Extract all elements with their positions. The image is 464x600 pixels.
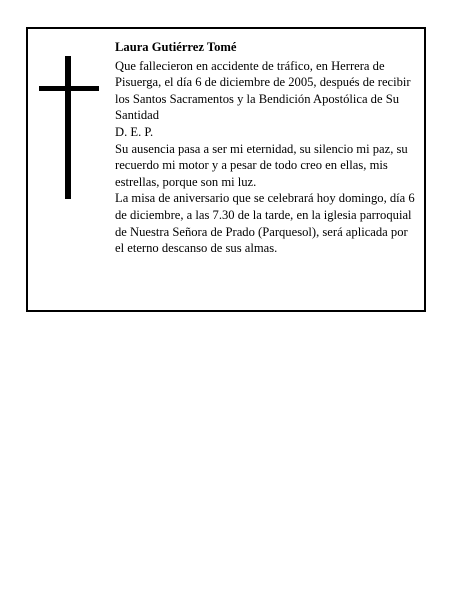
cross-icon (39, 56, 99, 199)
rest-in-peace: D. E. P. (115, 124, 154, 139)
cross-horizontal-bar (39, 86, 99, 91)
cross-vertical-bar (65, 56, 71, 199)
mass-announcement: La misa de aniversario que se celebrará hoy domingo, día 6 de diciembre, a las 7.30 de la tarde, en la iglesia parroquial de Nuestra Señora de Prado (Parquesol), será aplicada por el eterno descanso de sus almas. (115, 191, 415, 256)
notice-text (115, 39, 415, 257)
memorial-quote: Su ausencia pasa a ser mi eternidad, su silencio mi paz, su recuerdo mi motor y a pesar de todo creo en ellas, mis estrellas, porque son mi luz. (115, 141, 408, 189)
deceased-name: Laura Gutiérrez Tomé (115, 40, 237, 54)
death-details: Que fallecieron en accidente de tráfico, en Herrera de Pisuerga, el día 6 de diciembre de 2005, después de recibir los Santos Sacramentos y la Bendición Apostólica de Su Santidad (115, 58, 411, 123)
obituary-notice (26, 27, 426, 312)
